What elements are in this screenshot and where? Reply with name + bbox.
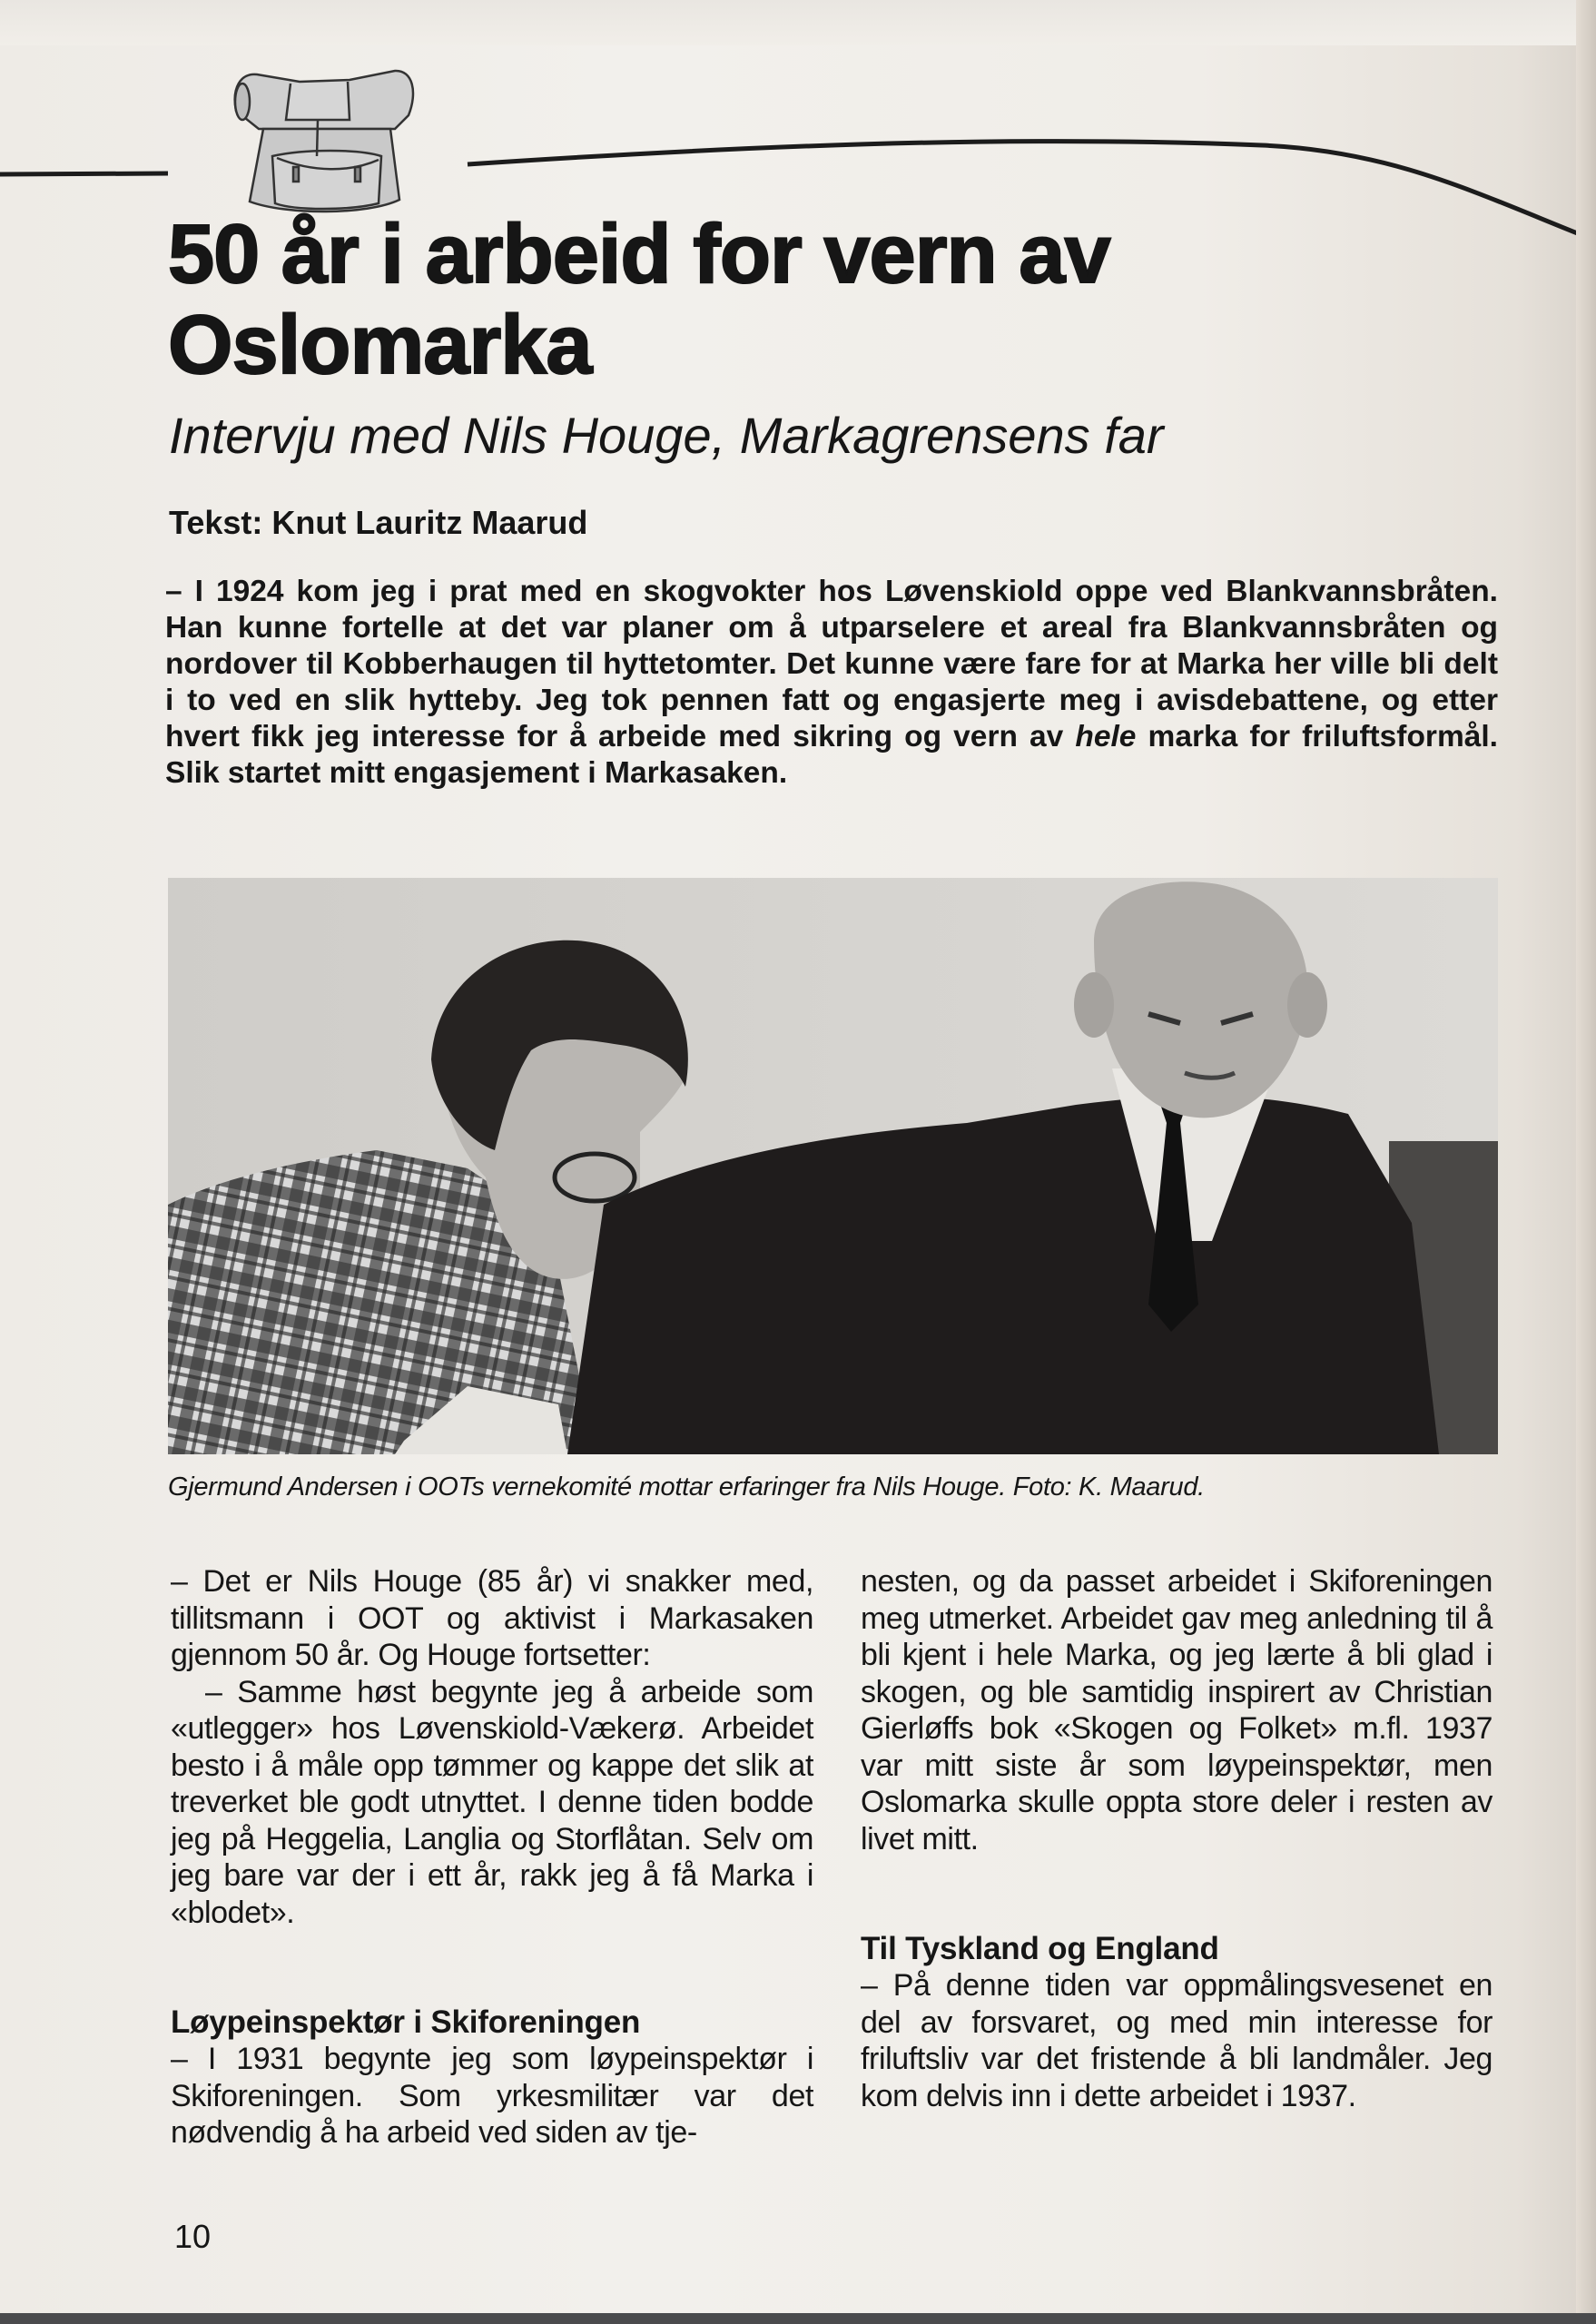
intro-paragraph (165, 574, 1498, 792)
intro-text-end: marka for friluftsformål. Slik startet mitt engasjement i Markasaken. (165, 720, 1498, 790)
article-byline: Tekst: Knut Lauritz Maarud (169, 504, 588, 541)
section-block (861, 1930, 1493, 2114)
page-bottom-edge (0, 2313, 1596, 2324)
paragraph: – Det er Nils Houge (85 år) vi snakker med, tillitsmann i OOT og aktivist i Markasaken gjennom 50 år. Og Houge fortsetter: (171, 1564, 813, 1672)
photo-illustration (168, 878, 1498, 1454)
spacer (171, 1931, 813, 2004)
paragraph: – Samme høst begynte jeg å arbeide som «utlegger» hos Løvenskiold-Vækerø. Arbeidet besto i å måle opp tømmer og kappe det slik at treverket ble godt utnyttet. I denne tiden bodde jeg på Heggelia, Langlia og Storflåtan. Selv om jeg bare var der i ett år, rakk jeg å få Marka i «blodet». (171, 1674, 813, 1930)
body-column-left (171, 1563, 813, 2152)
paragraph: nesten, og da passet arbeidet i Skiforeningen meg utmerket. Arbeidet gav meg anledning til å bli kjent i hele Marka, og jeg lærte å bli glad i skogen, og ble samtidig inspirert av Christian Gierløffs bok «Skogen og Folket» m.fl. 1937 var mitt siste år som løypeinspektør, men Oslomarka skulle oppta store deler i resten av livet mitt. (861, 1564, 1493, 1856)
article-subtitle: Intervju med Nils Houge, Markagrensens far (169, 407, 1164, 464)
photo-caption: Gjermund Andersen i OOTs vernekomité mottar erfaringer fra Nils Houge. Foto: K. Maarud. (168, 1472, 1205, 1502)
section-heading: Til Tyskland og England (861, 1931, 1219, 1966)
body-column-right (861, 1563, 1493, 2114)
backpack-icon (222, 65, 427, 215)
intro-emphasis: hele (1075, 720, 1137, 753)
spacer (861, 1857, 1493, 1930)
article-headline (168, 209, 1484, 390)
paragraph: – I 1931 begynte jeg som løypeinspektør i Skiforeningen. Som yrkesmilitær var det nødvendig å ha arbeid ved siden av tje- (171, 2042, 813, 2150)
page-edge (1576, 0, 1596, 2324)
article-photo (168, 878, 1498, 1454)
section-heading: Løypeinspektør i Skiforeningen (171, 2004, 641, 2040)
paragraph: – På denne tiden var oppmålingsvesenet en del av forsvaret, og med min interesse for friluftsliv var det fristende å bli landmåler. Jeg kom delvis inn i dette arbeidet i 1937. (861, 1968, 1493, 2113)
headline-line-1: 50 år i arbeid for vern av (168, 208, 1110, 300)
page-number: 10 (174, 2218, 212, 2255)
headline-line-2: Oslomarka (168, 299, 592, 391)
intro-text-start: – I 1924 kom jeg i prat med en skogvokter hos Løvenskiold oppe ved Blankvannsbråten. Han kunne fortelle at det var planer om å utparselere et areal fra Blankvannsbråten og nordover til Kobberhaugen til hyttetomter. Det kunne være fare for at Marka her ville bli delt i to ved en slik hytteby. Jeg tok pennen fatt og engasjerte meg i avisdebattene, og etter hvert fikk jeg interesse for å arbeide med sikring og vern av (165, 575, 1498, 753)
page-top-shadow (0, 0, 1596, 45)
